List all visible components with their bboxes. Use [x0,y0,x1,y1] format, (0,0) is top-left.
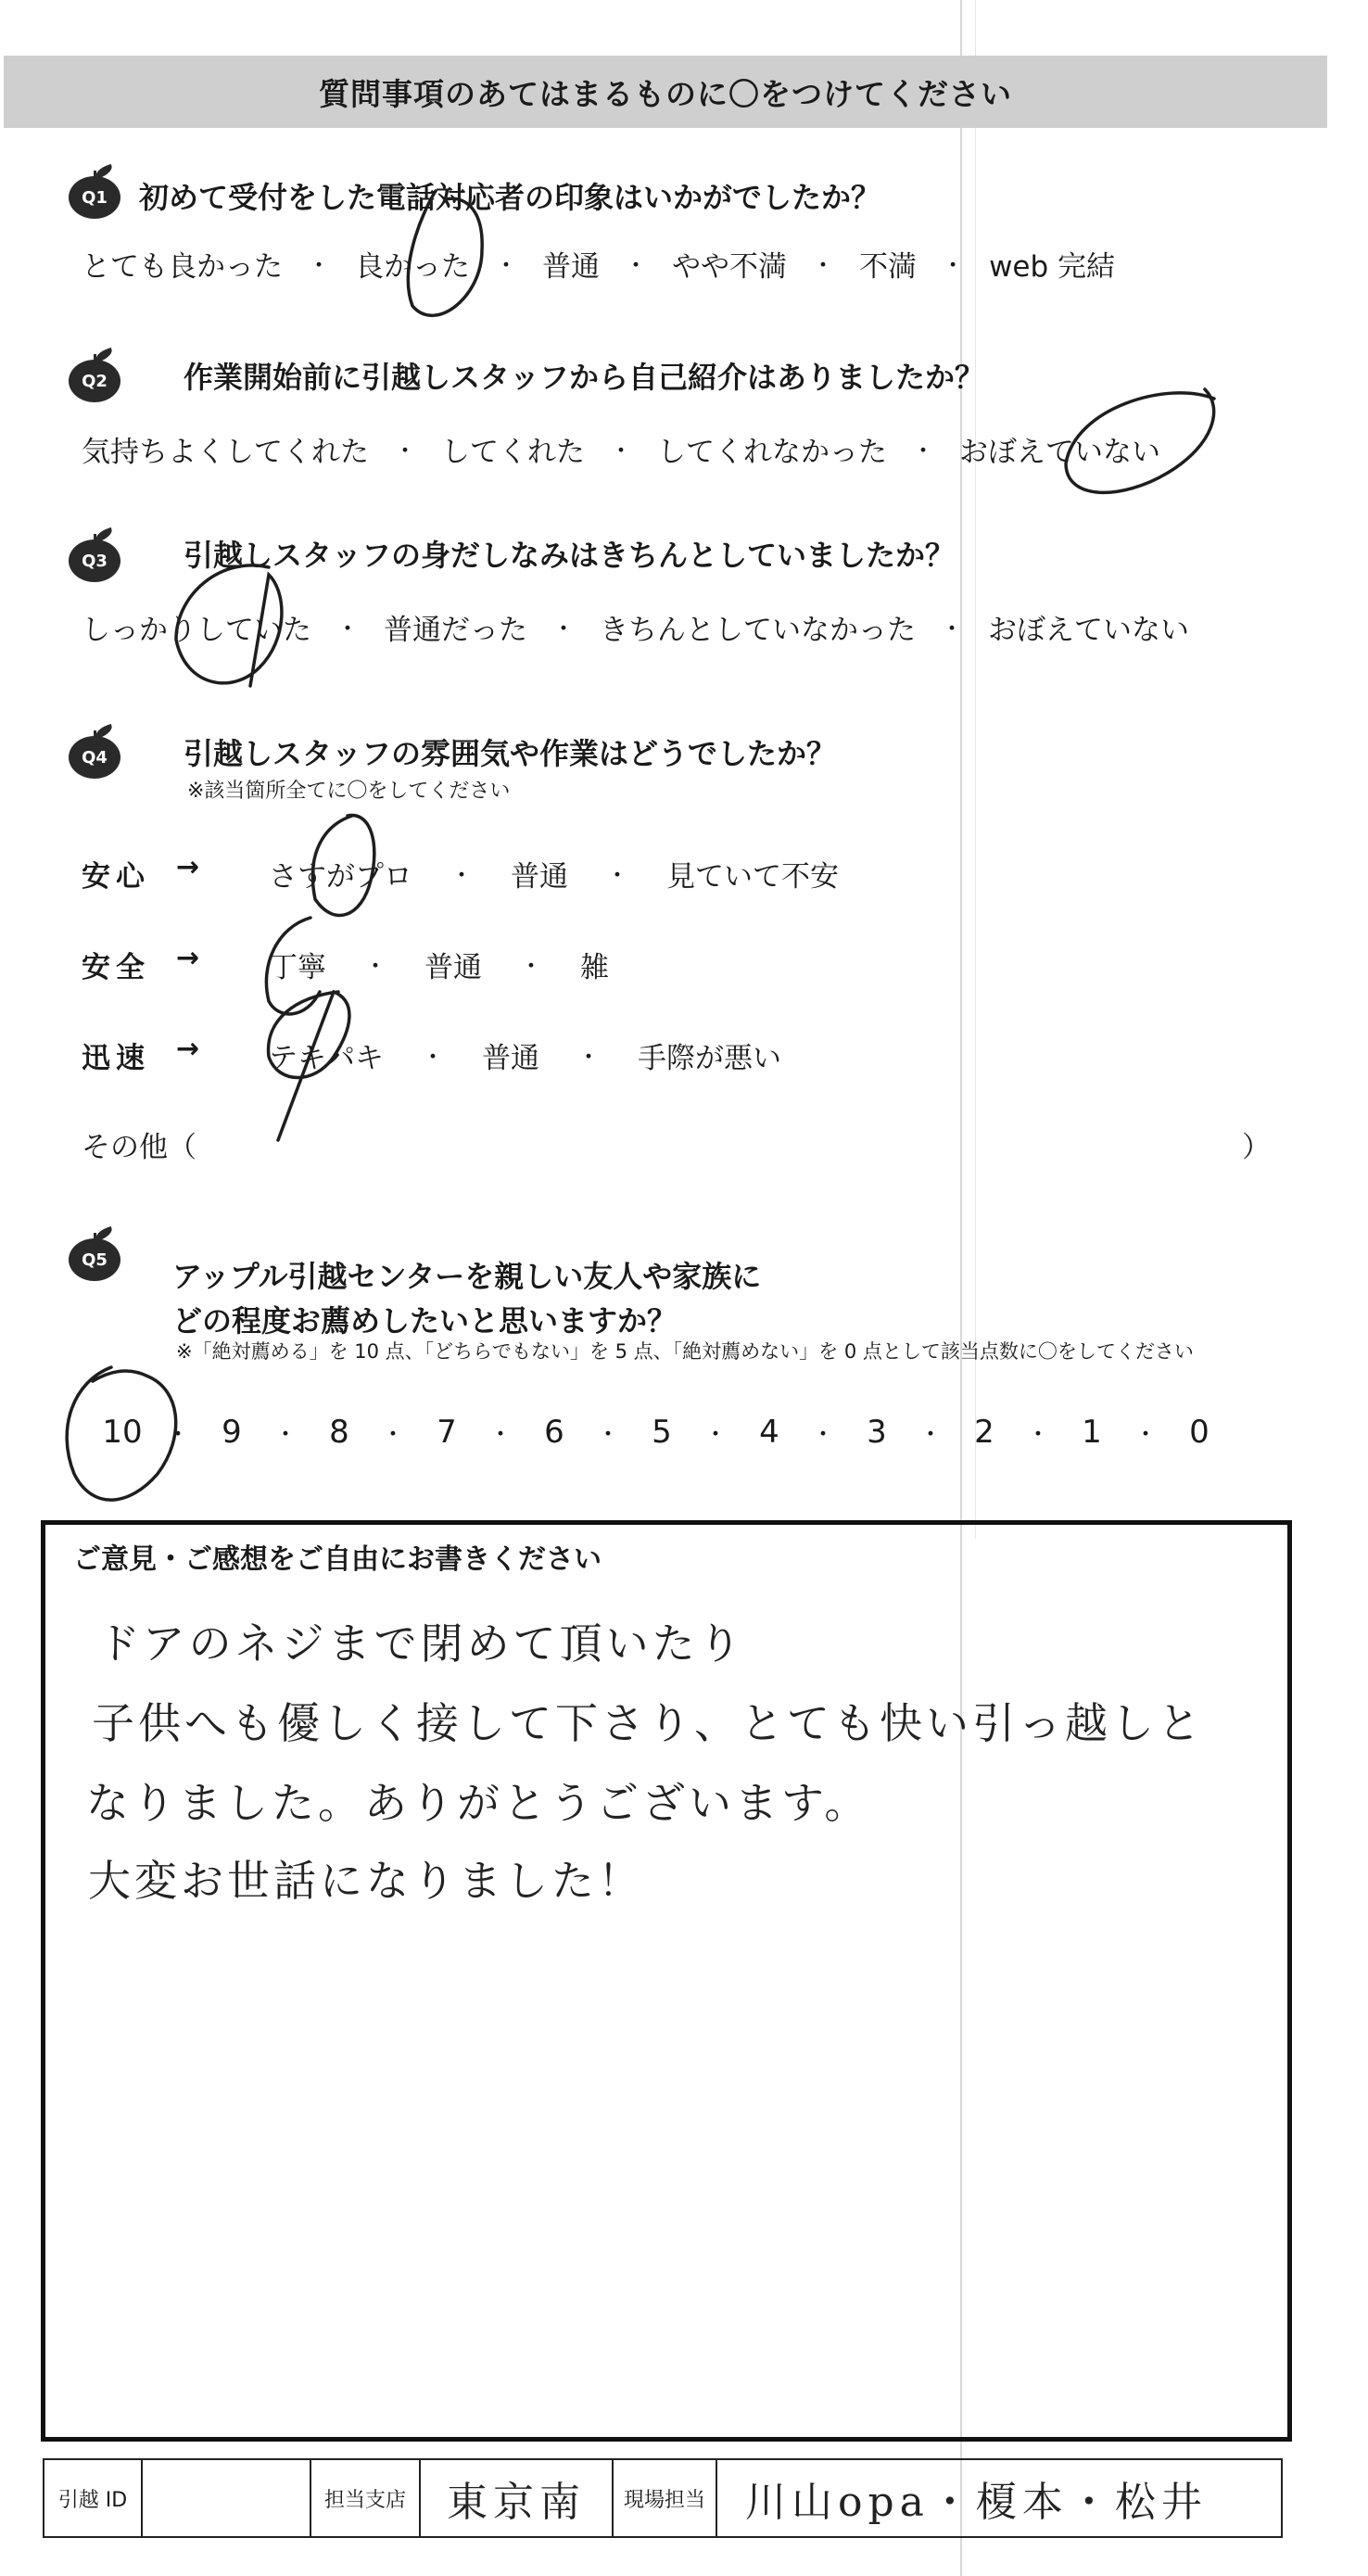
score-option[interactable]: 0 [1189,1414,1210,1451]
score-option[interactable]: 10 [102,1414,143,1451]
q4-label-anshin: 安心 [82,860,150,894]
q4-options-anzen: 丁寧 ・ 普通 ・ 雑 [269,944,609,985]
score-option[interactable]: 4 [759,1414,779,1451]
q4-option[interactable]: 見ていて不安 [666,860,840,894]
q1-option[interactable]: web 完結 [989,250,1116,284]
score-option[interactable]: 2 [974,1414,994,1451]
q4-option[interactable]: さすがプロ [269,860,412,894]
q4-arrow-jinsoku: → [176,1033,200,1065]
survey-header-title: 質問事項のあてはまるものに〇をつけてください [319,75,1012,112]
footer-staff-label: 現場担当 [614,2460,717,2536]
comment-line: ドアのネジまで閉めて頂いたり [97,1618,745,1669]
q1-option[interactable]: 良かった [355,250,471,284]
q4-other-label: その他（ [82,1131,196,1164]
q3-badge-icon: Q3 [67,530,122,584]
q5-question-line1: アップル引越センターを親しい友人や家族に [172,1259,762,1294]
q3-option[interactable]: おぼえていない [988,614,1190,647]
q3-option[interactable]: しっかりしていた [82,614,311,647]
q4-note: ※該当箇所全てに〇をしてください [187,780,511,803]
comment-line: なりました。ありがとうございます。 [86,1778,871,1828]
q4-option[interactable]: 普通 [482,1042,540,1075]
q3-option[interactable]: きちんとしていなかった [600,614,917,647]
q4-arrow-anzen: → [176,942,200,974]
q4-option[interactable]: 普通 [424,951,483,984]
q2-option[interactable]: してくれなかった [657,436,888,469]
footer-staff-value: 川山opa・榎本・松井 [745,2479,1208,2526]
score-option[interactable]: 3 [867,1414,887,1451]
q1-option[interactable]: 普通 [542,250,601,284]
score-option[interactable]: 8 [329,1414,349,1451]
score-option[interactable]: 6 [544,1414,564,1451]
q5-badge-icon: Q5 [67,1229,122,1283]
survey-header [4,56,1327,128]
q1-option[interactable]: 不満 [859,250,918,284]
q1-badge-icon: Q1 [67,167,122,221]
q4-options-jinsoku: テキパキ ・ 普通 ・ 手際が悪い [269,1034,781,1076]
q5-question-line2: どの程度お薦めしたいと思いますか？ [172,1303,678,1339]
q4-option[interactable]: 雑 [580,951,610,984]
q1-option[interactable]: やや不満 [672,250,788,284]
q4-option[interactable]: 丁寧 [269,951,326,984]
q1-question: 初めて受付をした電話対応者の印象はいかがでしたか？ [139,180,881,215]
q3-options: しっかりしていた ・ 普通だった ・ きちんとしていなかった ・ おぼえていない [82,606,1189,648]
q3-option[interactable]: 普通だった [384,614,528,647]
q5-note: ※「絶対薦める」を 10 点、「どちらでもない」を 5 点、「絶対薦めない」を 0 点として該当点数に〇をしてください [176,1340,1194,1363]
score-option[interactable]: 5 [652,1414,672,1451]
q4-other-close: ） [1242,1131,1271,1164]
footer-id-value[interactable] [143,2460,311,2536]
q1-option[interactable]: とても良かった [82,250,283,284]
q2-options: 気持ちよくしてくれた ・ してくれた ・ してくれなかった ・ おぼえていない [82,428,1160,470]
q4-label-jinsoku: 迅速 [82,1042,150,1075]
score-option[interactable]: 9 [222,1414,242,1451]
q4-question: 引越しスタッフの雰囲気や作業はどうでしたか？ [184,736,837,771]
q4-option[interactable]: 普通 [511,860,569,894]
comments-title: ご意見・ご感想をご自由にお書きください [73,1543,602,1576]
q2-badge-icon: Q2 [67,350,122,404]
q4-option[interactable]: 手際が悪い [638,1042,782,1075]
comments-box[interactable] [41,1520,1292,2442]
footer-table [43,2458,1283,2538]
q4-badge-icon: Q4 [67,727,122,780]
q4-label-anzen: 安全 [82,951,150,984]
q2-option[interactable]: してくれた [441,436,586,469]
q4-arrow-anshin: → [176,851,200,883]
comment-line: 子供へも優しく接して下さり、とても快い引っ越しと [92,1698,1204,1748]
q5-score-row: 10 ・ 9 ・ 8 ・ 7 ・ 6 ・ 5 ・ 4 ・ 3 ・ 2 ・ 1 ・ 0 [89,1414,1231,1451]
footer-branch-label: 担当支店 [311,2460,421,2536]
q4-option[interactable]: テキパキ [269,1042,384,1075]
scan-fold-line-secondary [975,0,976,1539]
score-option[interactable]: 1 [1082,1414,1102,1451]
comment-line: 大変お世話になりました！ [88,1856,644,1906]
footer-id-label: 引越 ID [44,2460,143,2536]
q2-question: 作業開始前に引越しスタッフから自己紹介はありましたか？ [184,360,985,395]
q3-question: 引越しスタッフの身だしなみはきちんとしていましたか？ [184,538,956,573]
q2-option[interactable]: おぼえていない [959,436,1161,469]
q1-options: とても良かった ・ 良かった ・ 普通 ・ やや不満 ・ 不満 ・ web 完結 [82,243,1115,285]
footer-branch-value: 東京南 [421,2460,614,2536]
q4-options-anshin: さすがプロ ・ 普通 ・ 見ていて不安 [269,853,839,895]
score-option[interactable]: 7 [437,1414,457,1451]
q2-option[interactable]: 気持ちよくしてくれた [82,436,369,469]
